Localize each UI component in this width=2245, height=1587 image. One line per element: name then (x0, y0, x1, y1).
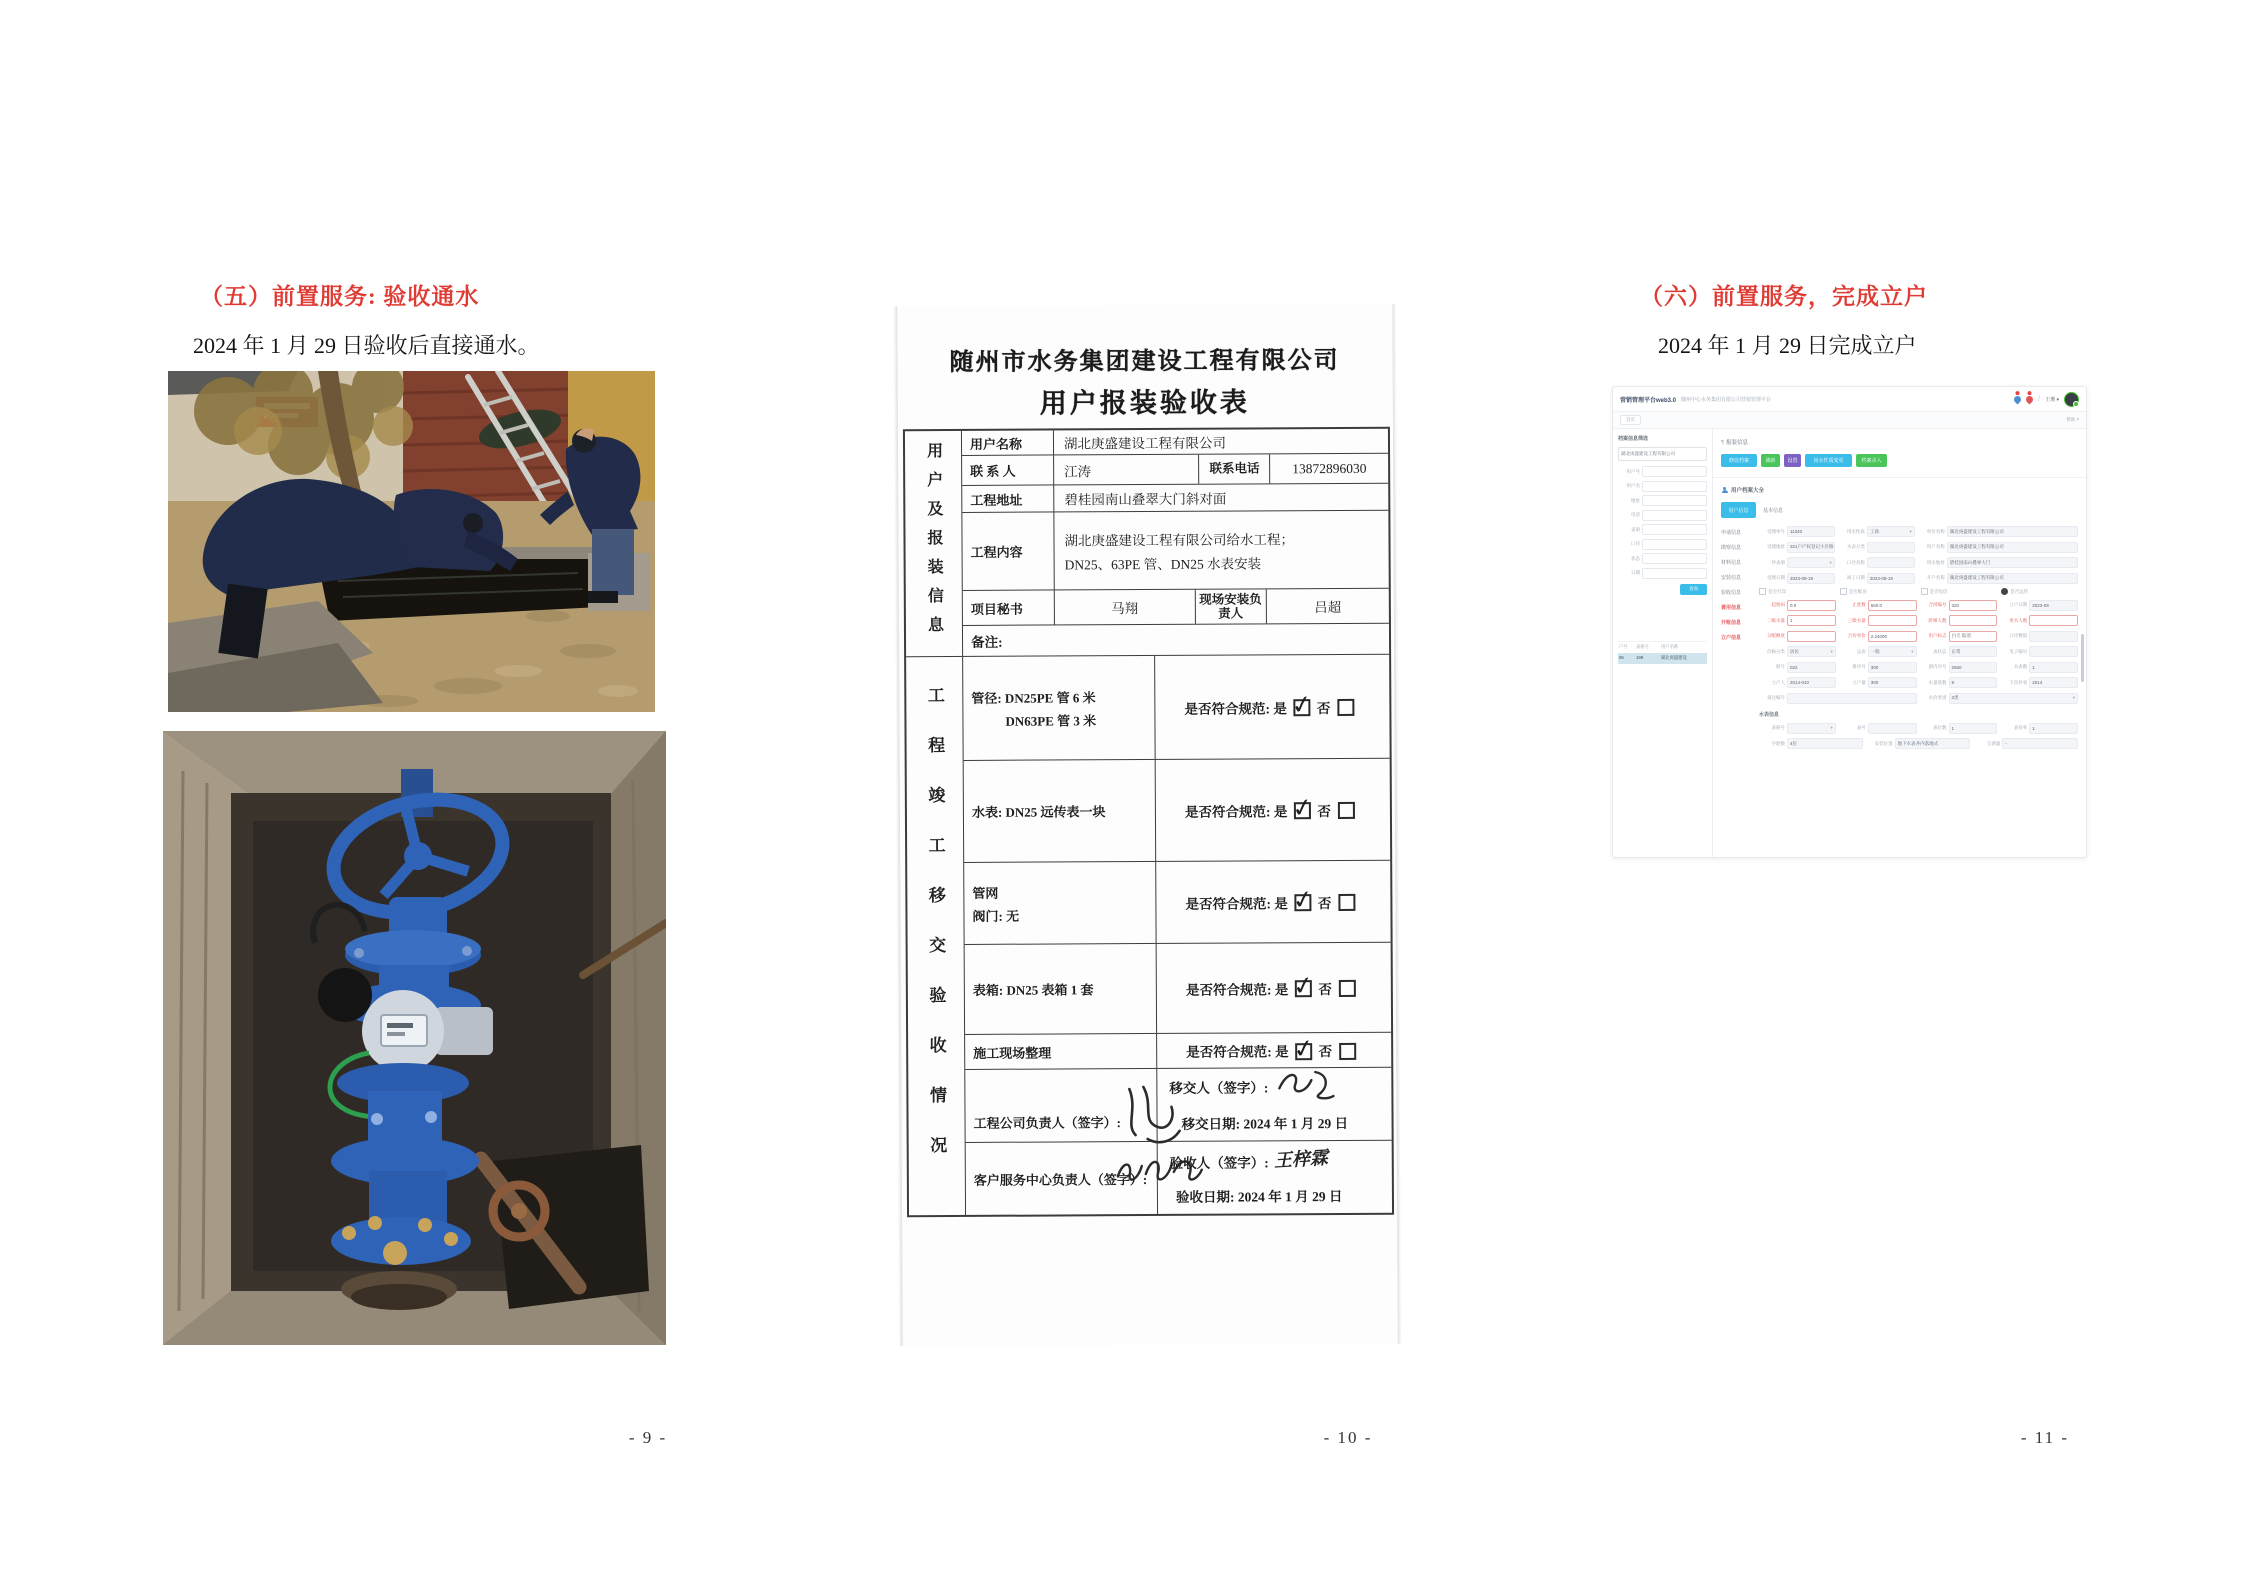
notification-icon[interactable] (2013, 394, 2023, 404)
form-field-label: 用水地址 (1926, 559, 1945, 565)
sidebar-field-label: 表册 (1631, 526, 1640, 532)
tab-home[interactable]: 首页 (1620, 415, 1641, 425)
app-toolbar-button[interactable]: 修改档案 (1721, 454, 1757, 467)
form-field-label: 用水人数 (2009, 617, 2028, 623)
form-field-label: 表位数 (1933, 725, 1947, 730)
sidebar-field-label: 状态 (1631, 555, 1640, 561)
form-field-input[interactable]: 1 (2029, 662, 2078, 673)
form-field-input[interactable] (1868, 615, 1917, 626)
page-number-11: - 11 - (2020, 1428, 2070, 1447)
alert-icon[interactable] (2025, 394, 2035, 404)
form-field-label: 受理日期 (1767, 575, 1785, 580)
form-field-input[interactable]: - (2002, 738, 2078, 749)
sidebar-field-input[interactable] (1642, 495, 1707, 506)
person-icon (1721, 487, 1728, 494)
form-field-label: 水量基数 (1928, 679, 1947, 685)
sidebar-field-row (1618, 495, 1707, 506)
form-field-label: 水表分类 (1846, 544, 1865, 549)
phone-label: 联系电话 (1198, 454, 1270, 483)
form-field-label: 合价单价 (1847, 633, 1866, 638)
app-header (1613, 387, 2086, 412)
form-field-input[interactable]: 正常 (1949, 646, 1998, 657)
checkbox-no-empty (1339, 1042, 1356, 1059)
form-check-item[interactable]: 是否短信 (1921, 588, 1998, 595)
form-field-input[interactable] (1787, 723, 1836, 734)
form-field-label: 止度数 (1852, 602, 1866, 607)
section-heading-6: （六）前置服务，完成立户 (1640, 284, 1928, 309)
form-field-input[interactable]: 工商 ▾ (1867, 526, 1915, 537)
contact-label: 联 系 人 (962, 455, 1054, 484)
sidebar-title: 档案信息筛选 (1618, 436, 1649, 442)
form-title-company: 随州市水务集团建设工程有限公司 (949, 346, 1340, 377)
form-field-input[interactable]: 2023-09-19 (1867, 573, 1915, 584)
form-field-input[interactable]: 2014 (2029, 677, 2078, 688)
form-field-label: 下次抄表 (2009, 679, 2028, 685)
sidebar-result-row[interactable] (1618, 653, 1707, 664)
form-field-input[interactable]: 022 (1787, 662, 1836, 673)
check-item-pipe-line2: DN63PE 管 3 米 (1005, 712, 1097, 729)
form-field-label: 册序号 (1852, 664, 1866, 669)
sidebar-field-label: 用户号 (1626, 468, 1640, 474)
installer-label: 现场安装负责人 (1195, 589, 1267, 623)
form-field-input[interactable]: 白天 取消 (1949, 631, 1998, 642)
sidebar-field-input[interactable] (1642, 481, 1707, 492)
form-field-input[interactable]: 2023-09 (2029, 600, 2078, 611)
section-heading-5: （五）前置服务: 验收通水 (200, 284, 480, 309)
contact-value: 江涛 (1064, 463, 1092, 479)
form-field-label: 口径数值 (2009, 633, 2028, 638)
form-field-label: 表号 (1856, 725, 1866, 730)
form-field-input[interactable]: 地下水表井内落地式 (1895, 738, 1971, 749)
form-field-input[interactable]: 湖北庚盛建设工程有限公司 (1947, 573, 2078, 584)
app-toolbar-button[interactable]: 设置 (1784, 454, 1801, 467)
check-item-site-cleanup: 施工现场整理 (973, 1045, 1052, 1061)
signature-acceptor: 王梓霖 (1273, 1147, 1329, 1171)
form-field-input[interactable]: 1 (1949, 723, 1998, 734)
panel-title: ¶ 报装信息 (1721, 440, 1748, 446)
form-step-item[interactable]: 立户信息 (1721, 635, 1742, 641)
sidebar-result-table (1618, 641, 1707, 664)
form-field-label: 表状态 (1933, 648, 1947, 654)
acceptor-label: 验收人（签字）: (1169, 1155, 1269, 1171)
form-field-label: 立户人 (1771, 679, 1785, 685)
form-field-label: 分配额度 (1767, 633, 1785, 638)
user-name-label: 用户名称 (962, 430, 1054, 454)
sidebar-field-row (1618, 524, 1707, 535)
form-field-input[interactable]: 11340 (1787, 526, 1835, 537)
address-value: 碧桂园南山叠翠大门斜对面 (1064, 491, 1227, 508)
form-field-input[interactable]: 居民 ▾ (1787, 646, 1836, 657)
form-field-label: 用户标志 (1928, 633, 1947, 638)
form-step-item[interactable]: 安装信息 (1721, 575, 1742, 581)
form-field-label: 安装位置 (1874, 740, 1893, 746)
form-field-label: 单位名称 (1926, 528, 1945, 534)
form-field-input[interactable]: 湖北庚盛建设工程有限公司 (1947, 542, 2078, 553)
scrollbar[interactable] (2081, 634, 2085, 682)
form-field-input[interactable]: 1 (2029, 723, 2078, 734)
form-field-label: 用水性质 (1846, 528, 1865, 534)
tab-basic-info[interactable]: 基本信息 (1763, 507, 1784, 514)
form-field-label: 表册号 (1771, 725, 1785, 730)
compliance-label: 是否符合规范: 是 (1184, 803, 1288, 820)
sidebar-field-row (1618, 568, 1707, 579)
form-field-label: 互感器 (1986, 740, 2001, 746)
sidebar-field-label: 电话 (1631, 512, 1640, 517)
compliance-label: 是否符合规范: 是 (1184, 700, 1287, 717)
form-step-item[interactable]: 材料信息 (1721, 560, 1742, 566)
form-field-input[interactable]: 2023-09-19 (1787, 573, 1835, 584)
sidebar-field-row (1618, 466, 1707, 477)
company-signer-label: 工程公司负责人（签字）: (973, 1115, 1121, 1131)
form-field-input[interactable] (2029, 631, 2078, 642)
sidebar-search-button[interactable]: 查询 (1680, 584, 1707, 595)
secretary-value: 马翔 (1111, 601, 1139, 617)
sidebar-table-header: 用户名称 (1661, 644, 1679, 649)
form-field-input[interactable]: 0.0 (1787, 600, 1836, 611)
form-field-label: 册内序号 (1928, 664, 1947, 669)
checkbox-yes-checked (1294, 802, 1311, 819)
form-field-input[interactable] (1949, 615, 1998, 626)
form-field-input[interactable] (1787, 557, 1835, 568)
accept-date: 验收日期: 2024 年 1 月 29 日 (1175, 1188, 1343, 1205)
form-field-label: 竣工日期 (1846, 575, 1865, 580)
form-field-input[interactable]: 300 (1868, 662, 1917, 673)
section2-vertical-label: 工程竣工移交验收情况 (924, 686, 947, 1187)
form-field-label: 受理单号 (1767, 528, 1785, 534)
sidebar-field-row (1618, 510, 1707, 521)
crm-app-screenshot (1612, 386, 2087, 858)
form-field-input[interactable]: 660.0 (1868, 600, 1917, 611)
installer-value: 吕超 (1314, 599, 1342, 616)
check-item-meter: 水表: DN25 远传表一块 (971, 804, 1106, 820)
form-field-input[interactable]: 2014-010 (1787, 677, 1836, 688)
form-field-label: 电子编号 (2009, 648, 2028, 654)
remark-label: 备注: (971, 634, 1003, 650)
no-label: 否 (1318, 981, 1332, 997)
form-field-input[interactable]: 3类 ▾ (1949, 693, 2079, 704)
user-name-value: 湖北庚盛建设工程有限公司 (1063, 435, 1227, 452)
form-field-input[interactable]: 300 (1868, 677, 1917, 688)
sidebar-field-row (1618, 539, 1707, 550)
form-field-label: 二级水量 (1767, 617, 1785, 623)
paragraph-page11: 2024 年 1 月 29 日完成立户 (1658, 333, 1917, 358)
app-tab-bar (1613, 412, 2086, 429)
form-field-label: 表倍率 (2013, 725, 2028, 730)
acceptance-form-table (903, 427, 1394, 1218)
meter-section-title: 水表信息 (1759, 711, 1780, 718)
signature-transferor (1275, 1064, 1339, 1108)
app-toolbar-button[interactable]: 档案录入 (1856, 454, 1887, 467)
app-toolbar-button[interactable]: 用水性质变更 (1805, 454, 1852, 467)
form-step-item[interactable]: 开账信息 (1721, 620, 1742, 626)
sidebar-table-header: 户号 (1619, 644, 1628, 649)
app-header-title: 随州中心水务集团有限公司营销管理平台 (1681, 396, 1772, 403)
form-field-label: 总表 (1856, 648, 1866, 654)
compliance-label: 是否符合规范: 是 (1185, 895, 1288, 912)
form-check-item[interactable]: 是否打印 (1759, 588, 1836, 595)
sidebar-field-input[interactable] (1642, 466, 1707, 477)
sidebar-field-row (1618, 481, 1707, 492)
form-field-label: 合同编号 (1928, 602, 1947, 607)
page-number-10: - 10 - (1323, 1428, 1373, 1447)
address-label: 工程地址 (962, 485, 1054, 511)
sidebar-field-label: 地址 (1631, 497, 1640, 503)
form-check-item[interactable]: 是否配送 (1840, 588, 1917, 595)
form-field-input[interactable]: 2.24000 (1868, 631, 1917, 642)
form-field-label: 水表数 (2013, 664, 2028, 669)
form-field-label: 立户日期 (2009, 602, 2028, 607)
user-menu[interactable]: 王珊 ▾ (2045, 396, 2059, 403)
compliance-label: 是否符合规范: 是 (1185, 981, 1289, 998)
form-check-item[interactable]: 是否远传 (2001, 588, 2078, 595)
form-field-input[interactable] (1868, 723, 1917, 734)
form-field-label: 三级水量 (1847, 617, 1866, 623)
sidebar-field-input[interactable] (1642, 510, 1707, 521)
form-field-input[interactable]: 320 (1949, 600, 1998, 611)
section-title: 用户档案大全 (1721, 486, 2078, 494)
form-field-label: 口径名称 (1846, 559, 1865, 565)
checkbox-no-empty (1337, 699, 1354, 716)
form-field-label: 受理地址 (1767, 544, 1785, 549)
checkbox-yes-checked (1295, 894, 1312, 911)
form-step-item[interactable]: 申请信息 (1721, 530, 1742, 536)
scanned-acceptance-form (897, 304, 1396, 1347)
photo-valve-meter-assembly (163, 731, 666, 1345)
form-field-label: 阶梯人数 (1928, 617, 1947, 623)
checkbox-yes-checked (1295, 980, 1312, 997)
form-field-input[interactable] (1787, 631, 1836, 642)
divider-slash: / (2038, 395, 2041, 403)
check-item-network-line1: 管网 (972, 885, 999, 901)
checkbox-no-empty (1339, 980, 1356, 997)
check-item-network-line2: 阀门: 无 (972, 908, 1020, 924)
form-field-input[interactable] (2029, 646, 2078, 657)
checkbox-yes-checked (1296, 1043, 1313, 1060)
no-label: 否 (1317, 803, 1331, 819)
phone-value: 13872896030 (1292, 460, 1367, 476)
form-field-label: 备注编号 (1767, 695, 1785, 700)
app-sidebar (1613, 429, 1713, 857)
form-field-input[interactable]: 湖北庚盛建设工程有限公司 (1947, 526, 2078, 537)
form-field-input[interactable]: 2560 (1949, 662, 1998, 673)
form-step-item[interactable]: 验收信息 (1721, 590, 1742, 596)
form-field-label: 用户名称 (1926, 544, 1945, 549)
section1-vertical-label: 用户及报装信息 (924, 442, 943, 646)
form-field-input[interactable] (1867, 542, 1915, 553)
form-field-input[interactable]: 321户产权登记小区路 (1787, 542, 1835, 553)
form-field-label: 立户量 (1852, 679, 1866, 685)
page-number-9: - 9 - (628, 1428, 668, 1447)
form-step-item[interactable]: 勘察信息 (1721, 545, 1742, 551)
service-center-signer-label: 客户服务中心负责人（签字）: (973, 1171, 1148, 1188)
sidebar-table-cell: 06 (1619, 655, 1624, 660)
sidebar-field-input[interactable] (1642, 524, 1707, 535)
form-field-input[interactable]: 碧桂园南山叠翠大门 (1947, 557, 2078, 568)
sidebar-field-input[interactable] (1642, 553, 1707, 564)
form-step-item[interactable]: 费用信息 (1721, 605, 1742, 611)
sidebar-field-label: 日期 (1631, 570, 1640, 575)
check-item-meterbox: 表箱: DN25 表箱 1 套 (972, 982, 1094, 998)
tab-user-info[interactable]: 用户信息 (1721, 502, 1756, 518)
content-line2: DN25、63PE 管、DN25 水表安装 (1064, 555, 1262, 572)
compliance-label: 是否符合规范: 是 (1186, 1044, 1289, 1060)
photo-pipe-installation-site (168, 371, 655, 712)
form-field-label: 起始码 (1771, 602, 1785, 607)
sidebar-field-label: 口径 (1631, 541, 1640, 546)
pilcrow-icon: ¶ (1721, 440, 1724, 446)
form-field-label: 水价类别 (1928, 695, 1947, 700)
sidebar-field-input[interactable] (1642, 568, 1707, 579)
sidebar-field-row (1618, 553, 1707, 564)
app-main-panel (1713, 429, 2086, 857)
form-field-label: 抄表册 (1771, 559, 1785, 565)
help-link[interactable]: 帮助 ? (2066, 417, 2079, 422)
sidebar-table-header: 表册号 (1636, 644, 1649, 649)
avatar[interactable] (2064, 392, 2079, 407)
transfer-signer-label: 移交人（签字）: (1169, 1080, 1269, 1096)
paragraph-page9: 2024 年 1 月 29 日验收后直接通水。 (193, 333, 540, 358)
form-field-input[interactable] (1867, 557, 1915, 568)
sidebar-field-input[interactable] (1642, 539, 1707, 550)
no-label: 否 (1316, 700, 1331, 716)
form-field-label: 开户名称 (1926, 575, 1945, 580)
form-field-input[interactable]: 9 (1949, 677, 1998, 688)
form-title-doc: 用户报装验收表 (1039, 387, 1250, 419)
secretary-label: 项目秘书 (963, 590, 1055, 624)
transfer-date: 移交日期: 2024 年 1 月 29 日 (1181, 1115, 1349, 1132)
no-label: 否 (1317, 895, 1332, 911)
form-field-label: 价格分类 (1767, 648, 1785, 654)
content-label: 工程内容 (962, 512, 1054, 589)
content-line1: 湖北庚盛建设工程有限公司给水工程； (1064, 531, 1295, 548)
checkbox-yes-checked (1294, 699, 1311, 716)
check-item-pipe-line1: 管径: DN25PE 管 6 米 (971, 689, 1096, 706)
form-field-label: 字轮数 (1771, 740, 1785, 746)
sidebar-table-cell: 湖北庚盛建设 (1661, 655, 1687, 660)
form-field-input[interactable] (2029, 615, 2078, 626)
sidebar-table-cell: 199 (1636, 655, 1644, 660)
form-field-input[interactable]: 1 (1787, 615, 1836, 626)
app-toolbar-button[interactable]: 刷新 (1761, 454, 1780, 467)
no-label: 否 (1318, 1044, 1333, 1060)
form-field-input[interactable]: 4位 (1787, 738, 1863, 749)
app-logo: 营销管理平台web3.0 (1620, 397, 1677, 404)
form-field-label: 册号 (1776, 664, 1785, 669)
form-field-input[interactable]: 一般 ▾ (1868, 646, 1917, 657)
sidebar-field-label: 用户名 (1626, 483, 1640, 488)
checkbox-no-empty (1338, 802, 1355, 819)
form-field-input[interactable] (1787, 693, 1917, 704)
sidebar-keyword-input[interactable]: 湖北庚盛建设工程有限公司 (1618, 447, 1707, 461)
checkbox-no-empty (1338, 894, 1355, 911)
